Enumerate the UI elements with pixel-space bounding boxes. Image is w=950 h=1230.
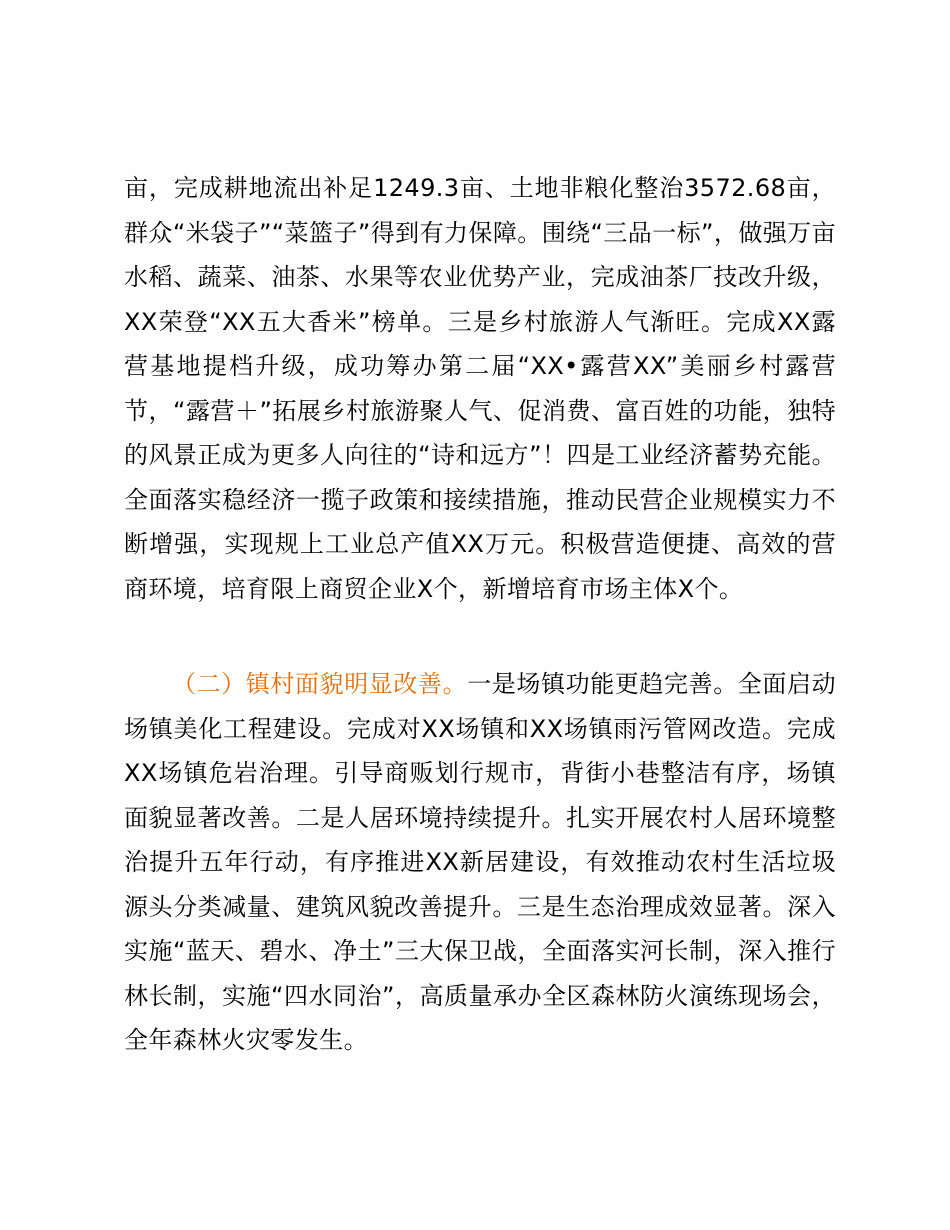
paragraph-town-village-appearance (124, 662, 836, 1063)
section-heading-2: （二）镇村面貌明显改善。 (172, 670, 468, 698)
paragraph-body: 一是场镇功能更趋完善。全面启动场镇美化工程建设。完成对XX场镇和XX场镇雨污管网改造。完成XX场镇危岩治理。引导商贩划行规市，背街小巷整洁有序，场镇面貌显著改善。二是人居环境持续提升。扎实开展农村人居环境整治提升五年行动，有序推进XX新居建设，有效推动农村生活垃圾源头分类减量、建筑风貌改善提升。三是生态治理成效显著。深入实施“蓝天、碧水、净土”三大保卫战，全面落实河长制，深入推行林长制，实施“四水同治”，高质量承办全区森林防火演练现场会，全年森林火灾零发生。 (124, 670, 836, 1054)
paragraph-agriculture-tourism-industry: 亩，完成耕地流出补足1249.3亩、土地非粮化整治3572.68亩，群众“米袋子”“菜篮子”得到有力保障。围绕“三品一标”，做强万亩水稻、蔬菜、油茶、水果等农业优势产业，完成油茶厂技改升级，XX荣登“XX五大香米”榜单。三是乡村旅游人气渐旺。完成XX露营基地提档升级，成功筹办第二届“XX•露营XX”美丽乡村露营节，“露营＋”拓展乡村旅游聚人气、促消费、富百姓的功能，独特的风景正成为更多人向往的“诗和远方”！四是工业经济蓄势充能。全面落实稳经济一揽子政策和接续措施，推动民营企业规模实力不断增强，实现规上工业总产值XX万元。积极营造便捷、高效的营商环境，培育限上商贸企业X个，新增培育市场主体X个。 (124, 174, 836, 603)
